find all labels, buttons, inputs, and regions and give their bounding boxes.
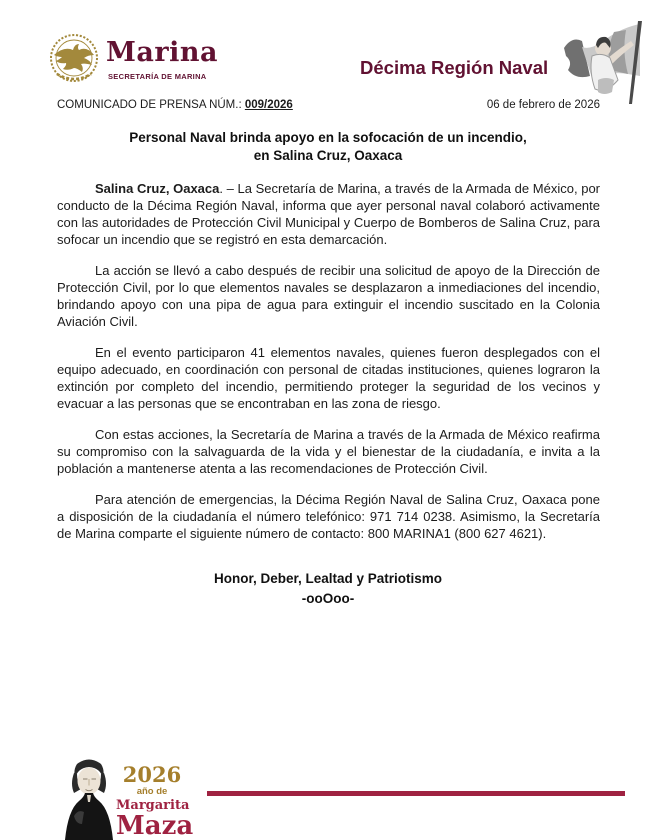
comunicado-number: 009/2026 — [244, 99, 293, 111]
slogan-motto: Honor, Deber, Lealtad y Patriotismo — [213, 571, 443, 586]
paragraph-3: En el evento participaron 41 elementos navales, quienes fueron desplegados con el equipo adecuado, en coordinación con personal de citadas instituciones, quienes lograron la extinción por completo del incendio, permitiendo proteger la seguridad de los vecinos y evacuar a las personas que se encontraban en las zona de riesgo. — [57, 345, 600, 411]
footer-rule — [207, 791, 625, 796]
region-title: Décima Región Naval — [360, 57, 549, 78]
eagle-seal-icon — [46, 33, 102, 87]
commemorative-name-first: Margarita — [116, 797, 190, 813]
document-body — [57, 180, 600, 542]
paragraph-1-text: . – La Secretaría de Marina, a través de la Armada de México, por conducto de la Décima Región Naval, informa que ayer personal naval colaboró activamente con las autoridades de Protección Civil Municipal y Cuerpo de Bomberos de Salina Cruz, para sofocar un incendio que se registró en esta demarcación. — [57, 181, 601, 247]
commemorative-year-block — [116, 762, 194, 840]
header — [0, 0, 656, 98]
document-title-line1: Personal Naval brinda apoyo en la sofocación de un incendio, — [129, 130, 527, 145]
paragraph-2: La acción se llevó a cabo después de recibir una solicitud de apoyo de la Dirección de Protección Civil, por lo que elementos navales se desplazaron a inmediaciones del incendio, brindando apoyo con una pipa de agua para extinguir el incendio suscitado en la Colonia Aviación Civil. — [57, 263, 600, 329]
commemorative-year-label: año de — [136, 786, 168, 797]
wordmark-subtitle: SECRETARÍA DE MARINA — [108, 72, 207, 81]
paragraph-1 — [57, 180, 600, 248]
document-title — [0, 129, 656, 165]
paragraph-4: Con estas acciones, la Secretaría de Marina a través de la Armada de México reafirma su compromiso con la salvaguarda de la vida y el bienestar de la ciudadanía, e invita a la población a mantenerse atenta a las recomendaciones de Protección Civil. — [57, 427, 600, 476]
commemorative-year: 2026 — [122, 762, 182, 787]
press-release-meta — [57, 99, 600, 111]
slogan-separator: -ooOoo- — [301, 591, 355, 606]
margarita-maza-portrait-icon — [60, 754, 118, 840]
commemorative-name-last: Maza — [116, 810, 194, 840]
comunicado-label: COMUNICADO DE PRENSA NÚM.: — [57, 99, 245, 111]
slogan — [0, 569, 656, 609]
dateline-lead: Salina Cruz, Oaxaca — [95, 181, 220, 196]
document-title-line2: en Salina Cruz, Oaxaca — [253, 148, 403, 163]
wordmark-marina: Marina — [106, 37, 218, 68]
release-date: 06 de febrero de 2026 — [486, 99, 600, 111]
comunicado-line — [57, 99, 293, 111]
flag-woman-icon — [562, 18, 654, 106]
paragraph-5: Para atención de emergencias, la Décima Región Naval de Salina Cruz, Oaxaca pone a disposición de la ciudadanía el número telefónico: 971 714 0238. Asimismo, la Secretaría de Marina comparte el siguiente número de contacto: 800 MARINA1 (800 627 4621). — [57, 492, 600, 541]
